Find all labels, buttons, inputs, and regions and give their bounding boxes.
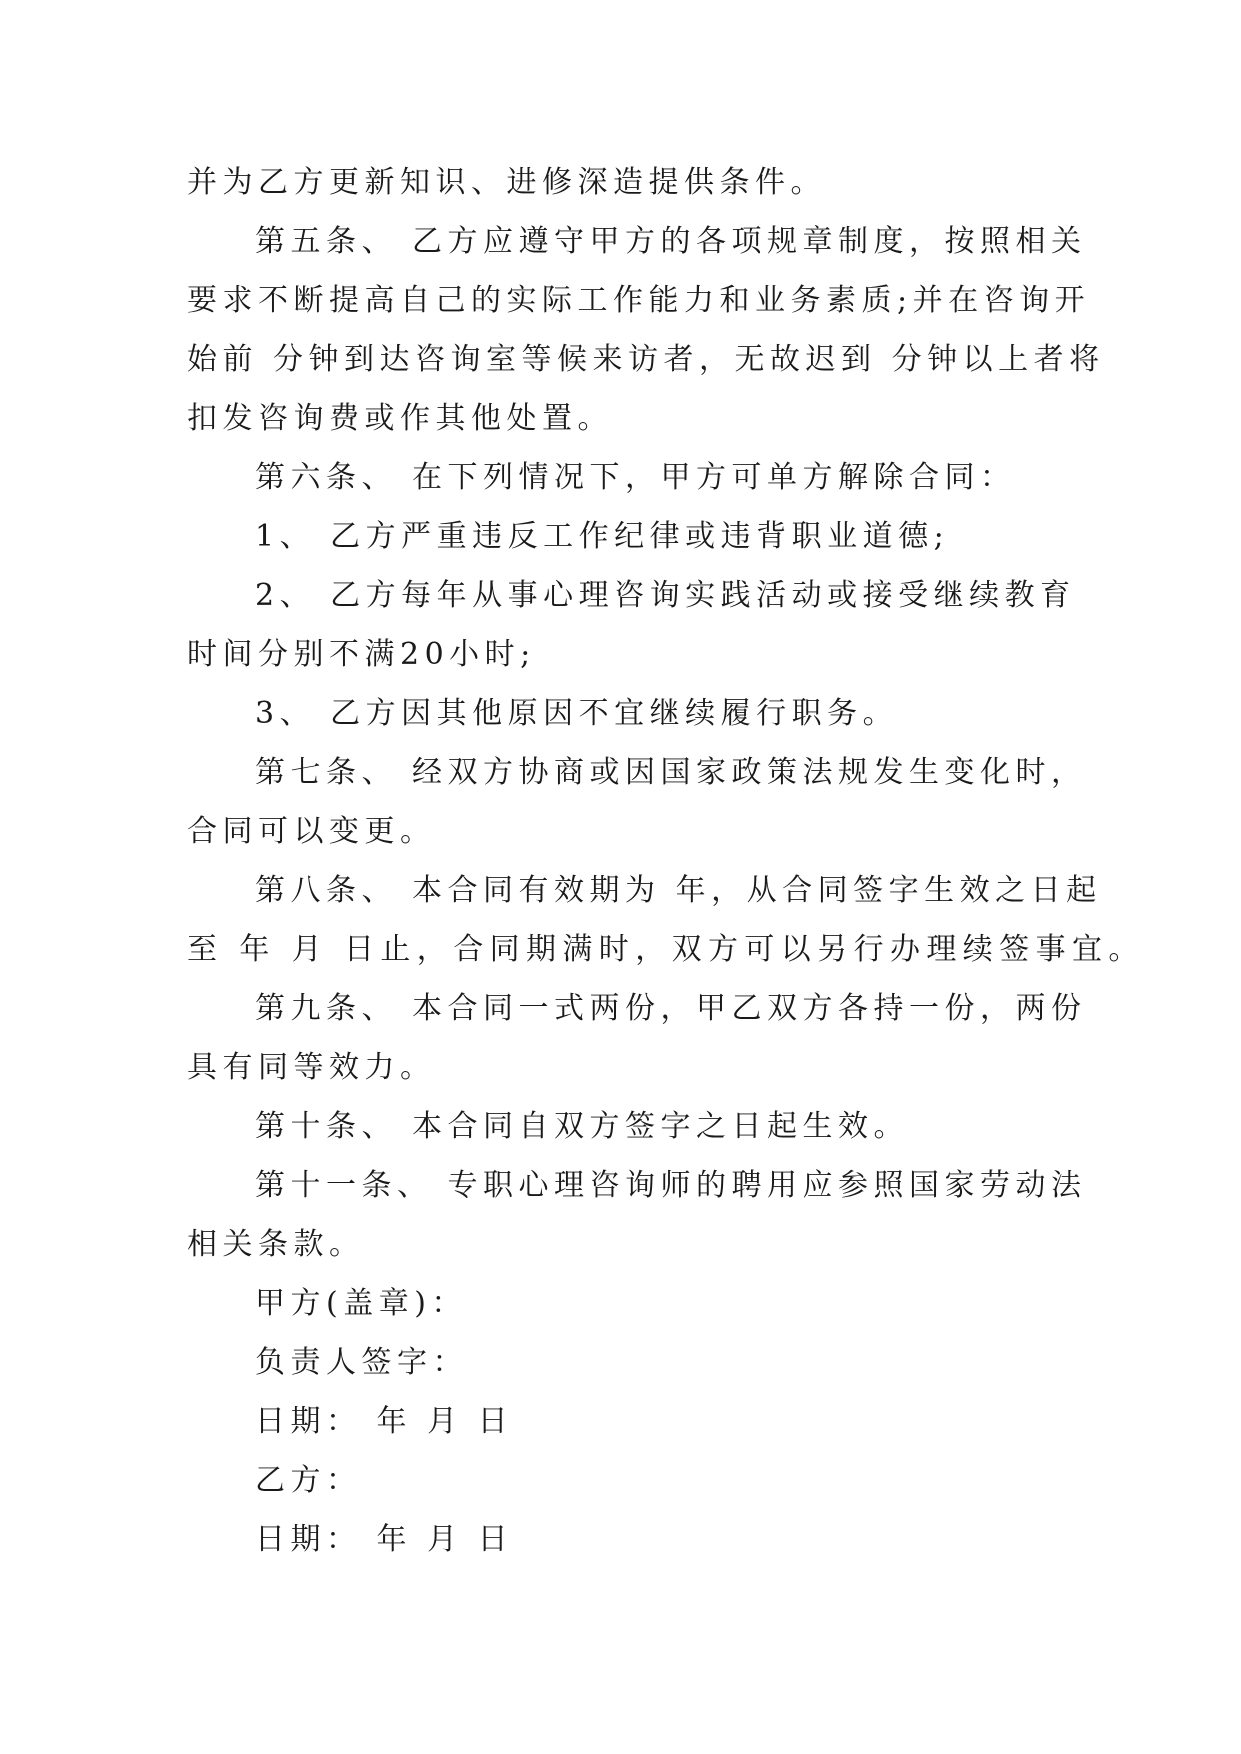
text-line: 时间分别不满20小时;: [187, 637, 536, 672]
text-line: 第五条、 乙方应遵守甲方的各项规章制度，按照相关: [255, 224, 1087, 259]
text-line: 至 年 月 日止，合同期满时，双方可以另行办理续签事宜。: [187, 932, 1145, 967]
date-line-party-a: 日期： 年 月 日: [255, 1404, 514, 1439]
text-line: 2、 乙方每年从事心理咨询实践活动或接受继续教育: [255, 578, 1076, 613]
text-line: 第六条、 在下列情况下，甲方可单方解除合同：: [255, 460, 1016, 495]
text-line: 合同可以变更。: [187, 814, 436, 849]
text-line: 第十条、 本合同自双方签字之日起生效。: [255, 1109, 910, 1144]
text-line: 并为乙方更新知识、进修深造提供条件。: [187, 165, 826, 200]
signature-party-a-label: 甲方(盖章)：: [255, 1286, 467, 1321]
text-line: 第七条、 经双方协商或因国家政策法规发生变化时，: [255, 755, 1087, 790]
signature-responsible-label: 负责人签字：: [255, 1345, 468, 1380]
signature-party-b-label: 乙方：: [255, 1463, 362, 1498]
text-line: 相关条款。: [187, 1227, 365, 1262]
text-line: 1、 乙方严重违反工作纪律或违背职业道德;: [255, 519, 950, 554]
text-line: 3、 乙方因其他原因不宜继续履行职务。: [255, 696, 899, 731]
date-line-party-b: 日期： 年 月 日: [255, 1522, 514, 1557]
text-line: 始前 分钟到达咨询室等候来访者，无故迟到 分钟以上者将: [187, 342, 1105, 377]
text-line: 扣发咨询费或作其他处置。: [187, 401, 613, 436]
text-line: 第九条、 本合同一式两份，甲乙双方各持一份，两份: [255, 991, 1087, 1026]
text-line: 第八条、 本合同有效期为 年，从合同签字生效之日起: [255, 873, 1102, 908]
text-line: 第十一条、 专职心理咨询师的聘用应参照国家劳动法: [255, 1168, 1087, 1203]
text-line: 要求不断提高自己的实际工作能力和业务素质;并在咨询开: [187, 283, 1091, 318]
text-line: 具有同等效力。: [187, 1050, 436, 1085]
